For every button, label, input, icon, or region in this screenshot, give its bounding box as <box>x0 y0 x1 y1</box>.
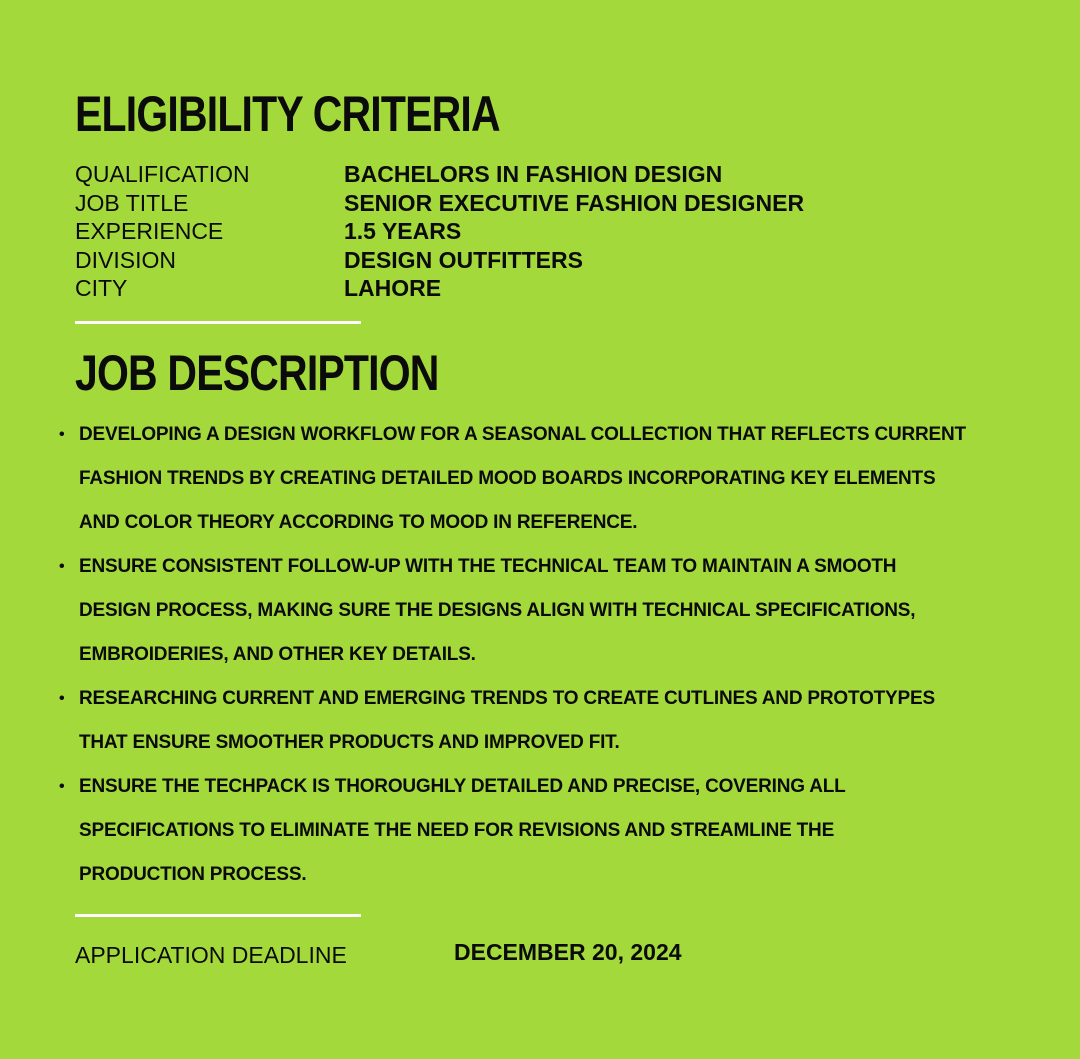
bullet-icon: • <box>59 778 65 795</box>
application-deadline-label: APPLICATION DEADLINE <box>75 942 347 968</box>
job-description-list <box>55 413 1055 897</box>
criteria-row-city <box>75 274 975 303</box>
bullet-icon: • <box>59 690 65 707</box>
criteria-row-experience <box>75 217 975 246</box>
criteria-row-job-title <box>75 189 975 218</box>
bullet-icon: • <box>59 426 65 443</box>
application-deadline-value: DECEMBER 20, 2024 <box>454 939 682 965</box>
section-divider <box>75 914 361 917</box>
criteria-label: EXPERIENCE <box>75 218 224 244</box>
bullet-text: RESEARCHING CURRENT AND EMERGING TRENDS TO CREATE CUTLINES AND PROTOTYPES THAT ENSURE SMOOTHER PRODUCTS AND IMPROVED FIT. <box>79 688 935 753</box>
eligibility-criteria-list <box>75 160 975 303</box>
criteria-value: 1.5 YEARS <box>344 218 462 244</box>
eligibility-criteria-heading: ELIGIBILITY CRITERIA <box>75 86 500 142</box>
criteria-label: JOB TITLE <box>75 189 189 216</box>
job-description-heading: JOB DESCRIPTION <box>75 345 439 401</box>
criteria-value: LAHORE <box>344 275 442 301</box>
bullet-text: ENSURE THE TECHPACK IS THOROUGHLY DETAILED AND PRECISE, COVERING ALL SPECIFICATIONS TO ELIMINATE THE NEED FOR REVISIONS AND STREAMLINE THE PRODUCTION PROCESS. <box>79 776 846 885</box>
criteria-label: CITY <box>75 275 128 301</box>
list-item <box>55 765 1055 897</box>
criteria-row-qualification <box>75 160 975 189</box>
criteria-label: QUALIFICATION <box>75 161 250 187</box>
section-divider <box>75 321 361 324</box>
list-item <box>55 545 1055 677</box>
criteria-value: BACHELORS IN FASHION DESIGN <box>344 161 723 187</box>
list-item <box>55 413 1055 545</box>
criteria-row-division <box>75 246 975 275</box>
criteria-value: SENIOR EXECUTIVE FASHION DESIGNER <box>344 189 805 216</box>
bullet-text: ENSURE CONSISTENT FOLLOW-UP WITH THE TECHNICAL TEAM TO MAINTAIN A SMOOTH DESIGN PROCESS, MAKING SURE THE DESIGNS ALIGN WITH TECHNICAL SPECIFICATIONS, EMBROIDERIES, AND OTHER KEY DETAILS. <box>79 556 916 665</box>
criteria-value: DESIGN OUTFITTERS <box>344 246 583 273</box>
bullet-text: DEVELOPING A DESIGN WORKFLOW FOR A SEASONAL COLLECTION THAT REFLECTS CURRENT FASHION TRENDS BY CREATING DETAILED MOOD BOARDS INCORPORATING KEY ELEMENTS AND COLOR THEORY ACCORDING TO MOOD IN REFERENCE. <box>79 424 966 533</box>
list-item <box>55 677 1055 765</box>
criteria-label: DIVISION <box>75 246 176 273</box>
bullet-icon: • <box>59 558 65 575</box>
